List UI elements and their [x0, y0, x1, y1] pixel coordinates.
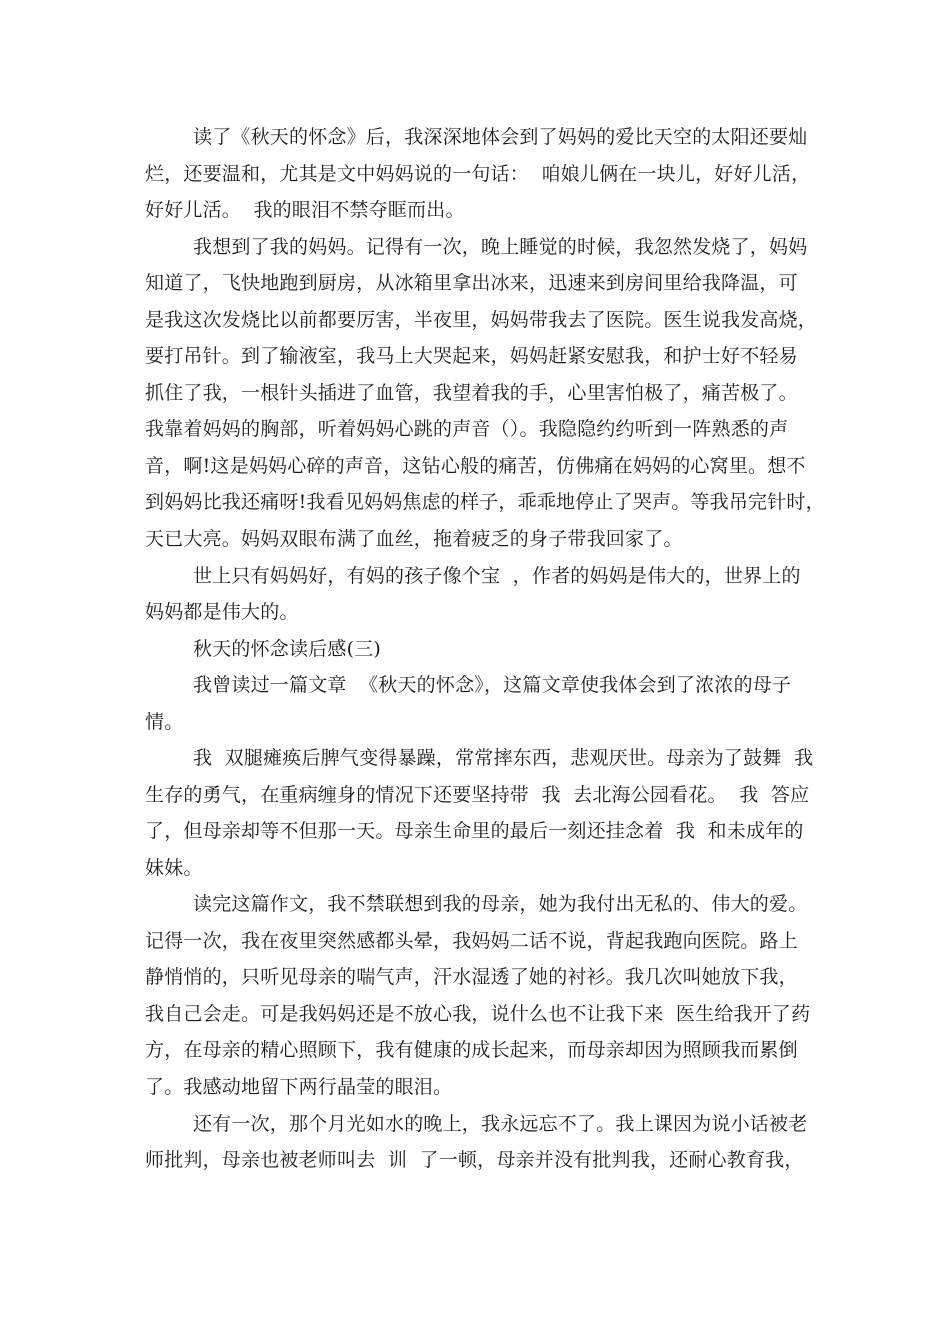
text-line: 是我这次发烧比以前都要厉害，半夜里，妈妈带我去了医院。医生说我发高烧，	[145, 309, 818, 331]
text-line: 音，啊!这是妈妈心碎的声音，这钻心般的痛苦，仿佛痛在妈妈的心窝里。想不	[145, 455, 806, 477]
text-line: 烂，还要温和，尤其是文中妈妈说的一句话： 咱娘儿俩在一块儿，好好儿活，	[145, 163, 811, 185]
text-line: 妹妹。	[145, 857, 203, 879]
text-line: 抓住了我，一根针头插进了血管，我望着我的手，心里害怕极了，痛苦极了。	[145, 382, 798, 404]
text-line: 要打吊针。到了输液室，我马上大哭起来，妈妈赶紧安慰我，和护士好不轻易	[145, 345, 798, 367]
text-line: 读了《秋天的怀念》后，我深深地体会到了妈妈的爱比天空的太阳还要灿	[193, 126, 808, 148]
text-line: 读完这篇作文，我不禁联想到我的母亲，她为我付出无私的、伟大的爱。	[193, 893, 808, 915]
text-line: 到妈妈比我还痛呀!我看见妈妈焦虑的样子，乖乖地停止了哭声。等我吊完针时，	[145, 491, 825, 513]
section-heading: 秋天的怀念读后感(三)	[193, 638, 382, 660]
text-line: 我靠着妈妈的胸部，听着妈妈心跳的声音（）。我隐隐约约听到一阵熟悉的声	[145, 418, 789, 440]
text-line: 记得一次，我在夜里突然感都头晕，我妈妈二话不说，背起我跑向医院。路上	[145, 930, 798, 952]
text-line: 我想到了我的妈妈。记得有一次，晚上睡觉的时候，我忽然发烧了，妈妈	[193, 236, 808, 258]
text-line: 还有一次，那个月光如水的晚上，我永远忘不了。我上课因为说小话被老	[193, 1113, 808, 1135]
text-line: 知道了，飞快地跑到厨房，从冰箱里拿出冰来，迅速来到房间里给我降温，可	[145, 272, 798, 294]
text-line: 天已大亮。妈妈双眼布满了血丝，拖着疲乏的身子带我回家了。	[145, 528, 683, 550]
text-line: 情。	[145, 711, 184, 733]
text-line: 生存的勇气，在重病缠身的情况下还要坚持带 我 去北海公园看花。 我 答应	[145, 784, 810, 806]
text-line: 世上只有妈妈好，有妈的孩子像个宝 ，作者的妈妈是伟大的，世界上的	[193, 565, 801, 587]
text-line: 我自己会走。可是我妈妈还是不放心我，说什么也不让我下来 医生给我开了药	[145, 1003, 811, 1025]
text-line: 我 双腿瘫痪后脾气变得暴躁，常常摔东西，悲观厌世。母亲为了鼓舞 我	[193, 747, 814, 769]
text-line: 静悄悄的，只听见母亲的喘气声，汗水湿透了她的衬衫。我几次叫她放下我，	[145, 966, 798, 988]
text-line: 好好儿活。 我的眼泪不禁夺眶而出。	[145, 199, 465, 221]
text-line: 师批判，母亲也被老师叫去 训 了一顿，母亲并没有批判我，还耐心教育我，	[145, 1149, 804, 1171]
text-line: 了。我感动地留下两行晶莹的眼泪。	[145, 1076, 453, 1098]
text-line: 方，在母亲的精心照顾下，我有健康的成长起来，而母亲却因为照顾我而累倒	[145, 1039, 798, 1061]
text-line: 妈妈都是伟大的。	[145, 601, 299, 623]
text-line: 了，但母亲却等不但那一天。母亲生命里的最后一刻还挂念着 我 和未成年的	[145, 820, 804, 842]
text-line: 我曾读过一篇文章 《秋天的怀念》，这篇文章使我体会到了浓浓的母子	[193, 674, 792, 696]
